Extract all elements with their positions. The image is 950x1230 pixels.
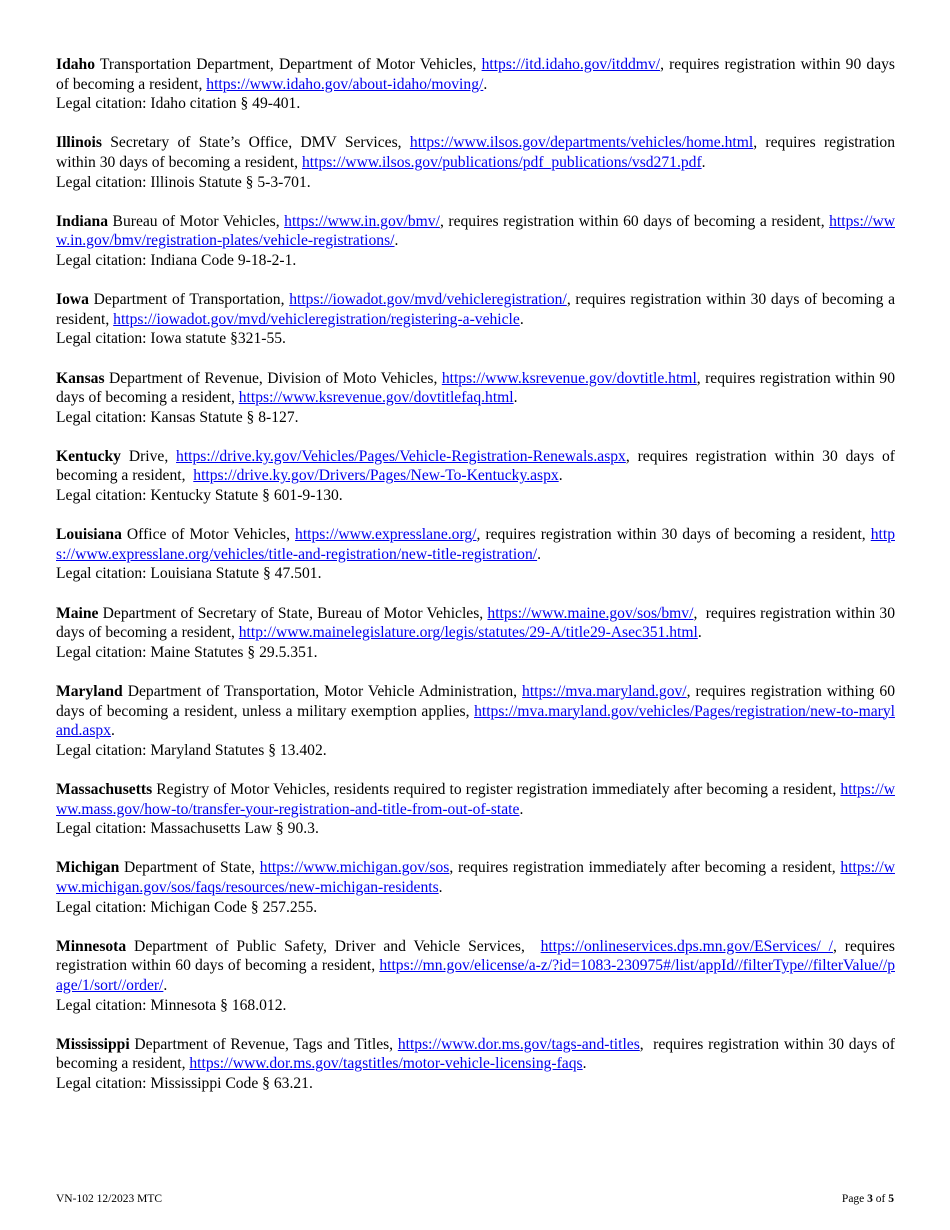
- entry-description: Mississippi Department of Revenue, Tags and Titles, https://www.dor.ms.gov/tags-and-titles, requires registration within 30 days of becoming a resident, https://www.dor.ms.gov/tagstitles/motor-vehicle-licensing-faqs.: [56, 1035, 899, 1073]
- state-entry: [56, 369, 899, 428]
- legal-citation: Legal citation: Michigan Code § 257.255.: [56, 898, 318, 916]
- entry-description: Michigan Department of State, https://www.michigan.gov/sos, requires registration immediately after becoming a resident, https://www.michigan.gov/sos/faqs/resources/new-michigan-residents.: [56, 859, 895, 896]
- state-name: Louisiana: [56, 526, 122, 544]
- legal-citation: Legal citation: Louisiana Statute § 47.501.: [56, 565, 322, 583]
- info-link[interactable]: https://www.in.gov/bmv/registration-plates/vehicle-registrations/: [56, 212, 895, 250]
- state-name: Minnesota: [56, 937, 127, 955]
- state-name: Maine: [56, 604, 99, 622]
- page-total: 5: [888, 1193, 894, 1205]
- state-entry: [56, 290, 899, 349]
- info-link[interactable]: https://www.idaho.gov/about-idaho/moving/: [206, 75, 484, 93]
- state-name: Michigan: [56, 859, 120, 877]
- requirement-text: , requires registration within 60 days of becoming a resident,: [56, 937, 899, 975]
- page-number: [842, 1193, 894, 1205]
- state-name: Kansas: [56, 369, 105, 387]
- legal-citation: Legal citation: Massachusetts Law § 90.3.: [56, 820, 319, 838]
- state-name: Massachusetts: [56, 780, 153, 798]
- requirement-text: , requires registration within 60 days of becoming a resident,: [439, 212, 830, 230]
- state-name: Kentucky: [56, 447, 121, 465]
- agency-link[interactable]: https://www.maine.gov/sos/bmv/: [487, 604, 694, 622]
- state-entry: [56, 212, 895, 271]
- state-entry: [56, 525, 895, 584]
- agency-text: Drive,: [120, 447, 177, 465]
- info-link[interactable]: https://iowadot.gov/mvd/vehicleregistration/registering-a-vehicle: [113, 310, 520, 328]
- requirement-text: , requires registration within 90 days of becoming a resident,: [56, 56, 899, 93]
- state-entry: [56, 604, 899, 663]
- entry-description: Illinois Secretary of State’s Office, DMV Services, https://www.ilsos.gov/departments/vehicles/home.html, requires registration within 30 days of becoming a resident, https://www.ilsos.gov/publications/pdf_publications/vsd271.pdf.: [56, 134, 899, 171]
- legal-citation: Legal citation: Kentucky Statute § 601-9-130.: [56, 487, 343, 505]
- info-link[interactable]: https://www.ilsos.gov/publications/pdf_publications/vsd271.pdf: [301, 153, 702, 171]
- requirement-text: , requires registration within 30 days of becoming a resident,: [56, 447, 899, 485]
- agency-link[interactable]: https://www.dor.ms.gov/tags-and-titles: [397, 1035, 640, 1053]
- entry-description: Massachusetts Registry of Motor Vehicles, residents required to register registration immediately after becoming a resident, https://www.mass.gov/how-to/transfer-your-registration-and-title-from-out-of-state.: [56, 780, 895, 818]
- agency-text: Transportation Department, Department of Motor Vehicles,: [95, 56, 482, 73]
- page-current: 3: [867, 1193, 873, 1205]
- requirement-text: , requires registration within 30 days of becoming a resident,: [56, 604, 899, 642]
- state-entry: [56, 133, 899, 192]
- agency-text: Secretary of State’s Office, DMV Services,: [101, 134, 410, 152]
- legal-citation: Legal citation: Mississippi Code § 63.21.: [56, 1074, 313, 1092]
- state-name: Idaho: [56, 56, 96, 73]
- entry-description: Minnesota Department of Public Safety, Driver and Vehicle Services, https://onlineservices.dps.mn.gov/EServices/_/, requires registration within 60 days of becoming a resident, https://mn.gov/elicense/a-z/?id=1083-230975#/list/appId//filterType//filterValue//page/1/sort//order/.: [56, 937, 899, 994]
- state-entry: [56, 1035, 899, 1094]
- requirement-text: , requires registration within 90 days of becoming a resident,: [56, 369, 899, 407]
- agency-text: Bureau of Motor Vehicles,: [108, 212, 285, 230]
- requirement-text: , requires registration within 30 days of becoming a resident,: [476, 526, 871, 544]
- agency-text: Department of Revenue, Division of Moto Vehicles,: [104, 369, 442, 387]
- legal-citation: Legal citation: Kansas Statute § 8-127.: [56, 408, 299, 426]
- state-entry: [56, 937, 899, 1015]
- agency-link[interactable]: https://www.ilsos.gov/departments/vehicles/home.html: [409, 134, 754, 152]
- state-entry: [56, 447, 899, 506]
- requirement-text: , requires registration within 30 days of becoming a resident,: [56, 134, 899, 171]
- state-name: Iowa: [56, 291, 89, 309]
- legal-citation: Legal citation: Maine Statutes § 29.5.351.: [56, 643, 318, 661]
- requirement-text: , requires registration within 30 days of becoming a resident,: [56, 1035, 899, 1073]
- agency-link[interactable]: https://mva.maryland.gov/: [522, 683, 687, 700]
- legal-citation: Legal citation: Minnesota § 168.012.: [56, 996, 287, 1014]
- agency-text: Registry of Motor Vehicles, residents required to register registration immediately after becoming a resident,: [152, 780, 841, 798]
- agency-link[interactable]: https://www.expresslane.org/: [295, 526, 477, 544]
- info-link[interactable]: https://www.dor.ms.gov/tagstitles/motor-vehicle-licensing-faqs: [189, 1055, 583, 1073]
- state-name: Maryland: [56, 683, 123, 700]
- info-link[interactable]: https://www.michigan.gov/sos/faqs/resources/new-michigan-residents: [56, 859, 895, 896]
- requirement-text: , requires registration within 30 days of becoming a resident,: [56, 291, 899, 328]
- state-entry: [56, 682, 899, 760]
- entry-description: Iowa Department of Transportation, https://iowadot.gov/mvd/vehicleregistration/, requires registration within 30 days of becoming a resident, https://iowadot.gov/mvd/vehicleregistration/registering-a-vehicle.: [56, 291, 899, 328]
- agency-link[interactable]: https://www.in.gov/bmv/: [284, 212, 440, 230]
- agency-text: Department of Transportation, Motor Vehicle Administration,: [122, 683, 523, 700]
- legal-citation: Legal citation: Iowa statute §321-55.: [56, 330, 286, 348]
- info-link[interactable]: https://mva.maryland.gov/vehicles/Pages/registration/new-to-maryland.aspx: [56, 702, 895, 740]
- entry-description: Idaho Transportation Department, Department of Motor Vehicles, https://itd.idaho.gov/itddmv/, requires registration within 90 days of becoming a resident, https://www.idaho.gov/about-idaho/moving/.: [56, 56, 899, 93]
- info-link[interactable]: https://www.expresslane.org/vehicles/title-and-registration/new-title-registration/: [56, 526, 895, 563]
- document-body: [56, 55, 899, 1113]
- agency-link[interactable]: https://iowadot.gov/mvd/vehicleregistration/: [289, 291, 567, 309]
- form-id: VN-102 12/2023 MTC: [56, 1193, 163, 1205]
- entry-description: Indiana Bureau of Motor Vehicles, https://www.in.gov/bmv/, requires registration within 60 days of becoming a resident, https://www.in.gov/bmv/registration-plates/vehicle-registrations/.: [56, 212, 895, 250]
- agency-link[interactable]: https://www.michigan.gov/sos: [259, 859, 450, 877]
- entry-description: Maine Department of Secretary of State, Bureau of Motor Vehicles, https://www.maine.gov/sos/bmv/, requires registration within 30 days of becoming a resident, http://www.mainelegislature.org/legis/statutes/29-A/title29-Asec351.html.: [56, 604, 899, 642]
- agency-text: Department of State,: [119, 859, 260, 877]
- state-entry: [56, 780, 895, 839]
- agency-text: Office of Motor Vehicles,: [121, 526, 296, 544]
- requirement-text: , requires registration immediately after becoming a resident,: [449, 859, 841, 877]
- agency-link[interactable]: https://itd.idaho.gov/itddmv/: [481, 56, 661, 73]
- page-of: of: [872, 1193, 889, 1205]
- agency-link[interactable]: https://www.ksrevenue.gov/dovtitle.html: [441, 369, 697, 387]
- info-link[interactable]: https://www.ksrevenue.gov/dovtitlefaq.html: [238, 389, 514, 407]
- agency-text: Department of Revenue, Tags and Titles,: [129, 1035, 398, 1053]
- page-prefix: Page: [841, 1193, 868, 1205]
- agency-link[interactable]: https://www.mass.gov/how-to/transfer-your-registration-and-title-from-out-of-state: [56, 780, 895, 818]
- state-entry: [56, 55, 899, 114]
- entry-description: Louisiana Office of Motor Vehicles, https://www.expresslane.org/, requires registration within 30 days of becoming a resident, https://www.expresslane.org/vehicles/title-and-registration/new-title-registration/.: [56, 526, 895, 563]
- agency-link[interactable]: https://drive.ky.gov/Vehicles/Pages/Vehicle-Registration-Renewals.aspx: [176, 447, 626, 465]
- info-link[interactable]: https://drive.ky.gov/Drivers/Pages/New-To-Kentucky.aspx: [193, 467, 559, 485]
- legal-citation: Legal citation: Maryland Statutes § 13.402.: [56, 741, 327, 759]
- state-name: Mississippi: [56, 1035, 130, 1053]
- entry-description: Kansas Department of Revenue, Division of Moto Vehicles, https://www.ksrevenue.gov/dovtitle.html, requires registration within 90 days of becoming a resident, https://www.ksrevenue.gov/dovtitlefaq.html.: [56, 369, 899, 407]
- entry-description: Kentucky Drive, https://drive.ky.gov/Vehicles/Pages/Vehicle-Registration-Renewals.aspx, requires registration within 30 days of becoming a resident, https://drive.ky.gov/Drivers/Pages/New-To-Kentucky.aspx.: [56, 447, 899, 485]
- legal-citation: Legal citation: Indiana Code 9-18-2-1.: [56, 251, 297, 269]
- state-entry: [56, 858, 895, 917]
- info-link[interactable]: https://mn.gov/elicense/a-z/?id=1083-230975#/list/appId//filterType//filterValue//page/1/sort//order/: [56, 957, 895, 994]
- info-link[interactable]: http://www.mainelegislature.org/legis/statutes/29-A/title29-Asec351.html: [238, 624, 698, 642]
- agency-text: Department of Secretary of State, Bureau of Motor Vehicles,: [98, 604, 488, 622]
- state-name: Indiana: [56, 212, 109, 230]
- entry-description: Maryland Department of Transportation, Motor Vehicle Administration, https://mva.maryland.gov/, requires registration withing 60 days of becoming a resident, unless a military exemption applies, https://mva.maryland.gov/vehicles/Pages/registration/new-to-maryland.aspx.: [56, 683, 899, 740]
- legal-citation: Legal citation: Idaho citation § 49-401.: [56, 95, 301, 113]
- agency-text: Department of Transportation,: [88, 291, 290, 309]
- state-name: Illinois: [56, 134, 102, 152]
- agency-link[interactable]: https://onlineservices.dps.mn.gov/EServices/_/: [540, 937, 833, 955]
- legal-citation: Legal citation: Illinois Statute § 5-3-701.: [56, 173, 311, 191]
- agency-text: Department of Public Safety, Driver and Vehicle Services,: [126, 937, 541, 955]
- requirement-text: , requires registration withing 60 days of becoming a resident, unless a military exemption applies,: [56, 683, 899, 720]
